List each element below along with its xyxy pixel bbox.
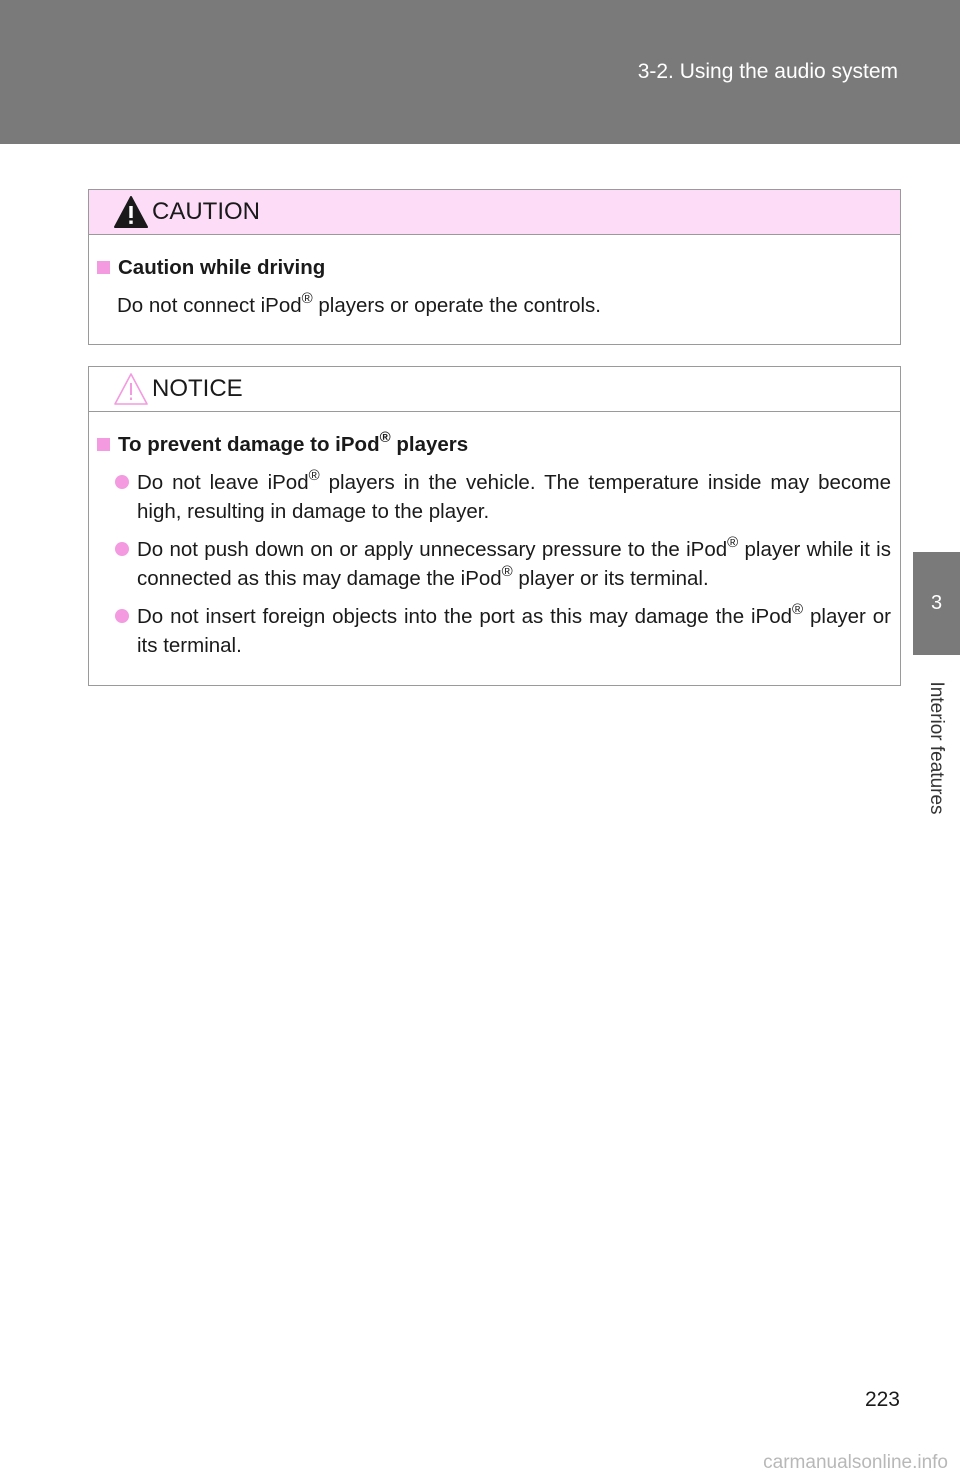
notice-box [88,366,901,686]
notice-bullet-3: Do not insert foreign objects into the port as this may damage the iPod® player or its terminal. [97,602,891,660]
page-number: 223 [864,1388,900,1411]
chapter-tab [913,552,960,655]
round-bullet-icon [115,475,129,489]
chapter-label: Interior features [926,681,947,815]
notice-bullet-2: Do not push down on or apply unnecessary pressure to the iPod® player while it is connected as this may damage the iPod® player or its terminal. [97,535,891,593]
caution-box [88,189,901,345]
square-bullet-icon [97,438,110,451]
notice-header [89,367,900,412]
header-bar [0,0,960,144]
notice-title: NOTICE [152,375,243,402]
notice-bullet-1: Do not leave iPod® players in the vehicle. The temperature inside may become high, resulting in damage to the player. [97,468,891,526]
caution-header [89,190,900,235]
warning-triangle-outline-icon [113,372,149,406]
caution-heading: Caution while driving [97,253,891,282]
caution-text: Do not connect iPod® players or operate the controls. [117,290,601,317]
round-bullet-icon [115,542,129,556]
section-title: 3-2. Using the audio system [637,60,898,83]
caution-body [89,235,900,320]
round-bullet-icon [115,609,129,623]
warning-triangle-icon [113,195,149,229]
watermark: carmanualsonline.info [763,1452,948,1473]
notice-body [89,412,900,660]
notice-heading: To prevent damage to iPod® players [97,430,891,459]
chapter-number: 3 [930,592,943,614]
square-bullet-icon [97,261,110,274]
caution-title: CAUTION [152,198,260,225]
